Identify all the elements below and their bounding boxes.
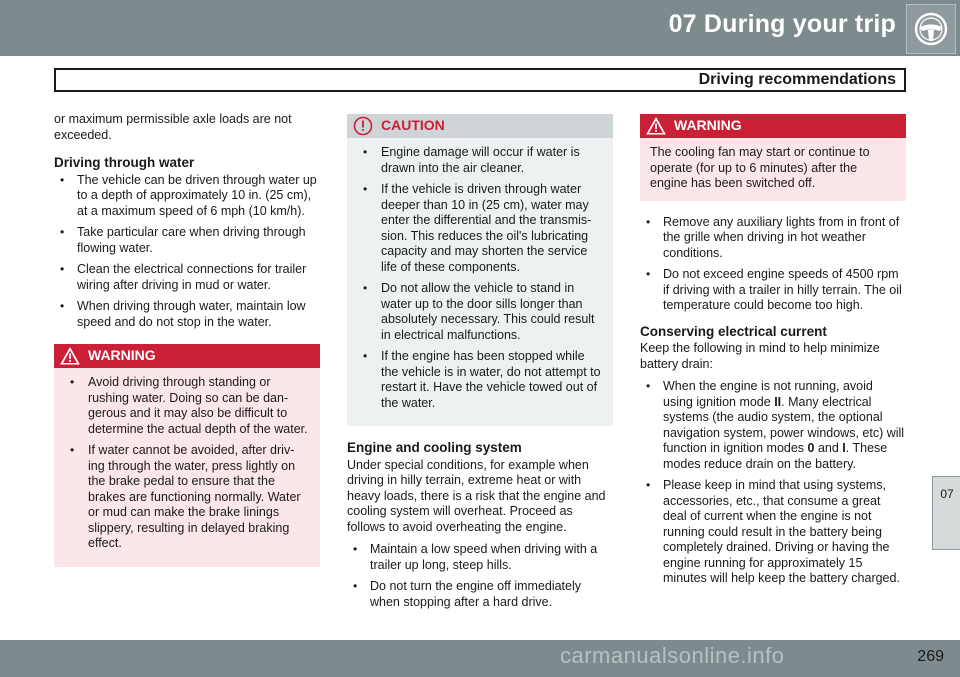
list-item: • When driving through water, maintain low speed and do not stop in the water. (54, 299, 320, 330)
caution-header (347, 114, 613, 138)
chapter-title: 07 During your trip (668, 10, 896, 38)
list-item: • Do not turn the engine off immediately when stopping after a hard drive. (347, 579, 613, 610)
section-title: Driving recommendations (698, 71, 896, 88)
caution-title: CAUTION (381, 117, 445, 134)
list-item: • If the vehicle is driven through water deeper than 10 in (25 cm), water may enter the differential and the transmis-sion. This reduces the oil's lubricating capacity and may shorten the service life of these components. (357, 182, 603, 275)
chapter-side-tab (932, 476, 960, 550)
warning-body (640, 138, 906, 201)
warning-box-water (54, 344, 320, 567)
warning-body (54, 368, 320, 567)
list-item: • Maintain a low speed when driving with a trailer up long, steep hills. (347, 542, 613, 573)
conserving-current-intro: Keep the following in mind to help minimize battery drain: (640, 341, 880, 371)
list-item: • Avoid driving through standing or rushing water. Doing so can be dan-gerous and it may also be difficult to determine the actual depth of the water. (64, 375, 310, 437)
ignition-mode-ii: II (774, 394, 782, 409)
page-number: 269 (917, 648, 944, 665)
column-3 (640, 114, 906, 593)
warning-triangle-icon (646, 117, 666, 135)
column-1 (54, 112, 320, 567)
footer-bar (0, 640, 960, 677)
list-item: • Do not allow the vehicle to stand in water up to the door sills longer than absolutely necessary. This could result in electrical malfunctions. (357, 281, 603, 343)
battery-bullet-list (640, 379, 906, 587)
caution-box (347, 114, 613, 426)
caution-body (347, 138, 613, 426)
steering-wheel-icon (913, 11, 949, 47)
caution-exclamation-icon (353, 116, 373, 136)
warning-header (640, 114, 906, 138)
watermark: carmanualsonline.info (560, 643, 785, 668)
list-item: • Please keep in mind that using systems, accessories, etc., that consume a great deal of current when the engine is not running could result in the battery being completely drained. Driving or having the engine running for approximately 15 minutes will help keep the battery charged. (640, 478, 906, 587)
engine-bullet-list (347, 542, 613, 610)
warning-header (54, 344, 320, 368)
section-bar (54, 68, 906, 92)
list-item: • Do not exceed engine speeds of 4500 rpm if driving with a trailer in hilly terrain. The oil temperature could become too high. (640, 267, 906, 314)
list-item: • If the engine has been stopped while the vehicle is in water, do not attempt to restart it. Have the vehicle towed out of the water. (357, 349, 603, 411)
list-item: • When the engine is not running, avoid using ignition mode II. Many electrical systems (the audio system, the optional navigation system, power windows, etc) will function in ignition modes 0 and I. These modes reduce drain on the battery. (640, 379, 906, 472)
water-bullet-list (54, 173, 320, 331)
heading-driving-through-water: Driving through water (54, 155, 195, 170)
ignition-mode-i: I (842, 441, 846, 455)
warning-triangle-icon (60, 347, 80, 365)
list-item: • Clean the electrical connections for trailer wiring after driving in mud or water. (54, 262, 320, 293)
hot-weather-bullet-list (640, 215, 906, 314)
ignition-mode-0: 0 (807, 441, 815, 455)
header-bar (0, 0, 960, 56)
engine-cooling-intro: Under special conditions, for example when driving in hilly terrain, extreme heat or with heavy loads, there is a risk that the engine and cooling system will overheat. Proceed as follows to avoid overheating the engine. (347, 457, 606, 534)
chapter-icon-box (906, 4, 956, 54)
list-item: • Remove any auxiliary lights from in front of the grille when driving in hot weather conditions. (640, 215, 906, 262)
warning-title: WARNING (674, 117, 742, 134)
list-item: • The vehicle can be driven through water up to a depth of approximately 10 in. (25 cm), at a maximum speed of 6 mph (10 km/h). (54, 173, 320, 220)
heading-conserving-current: Conserving electrical current (640, 323, 827, 339)
side-tab-label: 07 (940, 487, 954, 501)
list-item: • If water cannot be avoided, after driv-ing through the water, press lightly on the brake pedal to ensure that the brakes are functioning normally. Water or mud can make the brake linings slippery, resulting in delayed braking effect. (64, 443, 310, 552)
col1-intro: or maximum permissible axle loads are not exceeded. (54, 112, 292, 142)
heading-engine-cooling: Engine and cooling system (347, 440, 522, 455)
warning-title: WARNING (88, 347, 156, 364)
column-2 (347, 114, 613, 616)
cooling-fan-warning-text: The cooling fan may start or continue to operate (for up to 6 minutes) after the engine has been switched off. (650, 145, 870, 190)
warning-box-cooling-fan (640, 114, 906, 201)
list-item: • Take particular care when driving through flowing water. (54, 225, 320, 256)
list-item: • Engine damage will occur if water is drawn into the air cleaner. (357, 145, 603, 176)
